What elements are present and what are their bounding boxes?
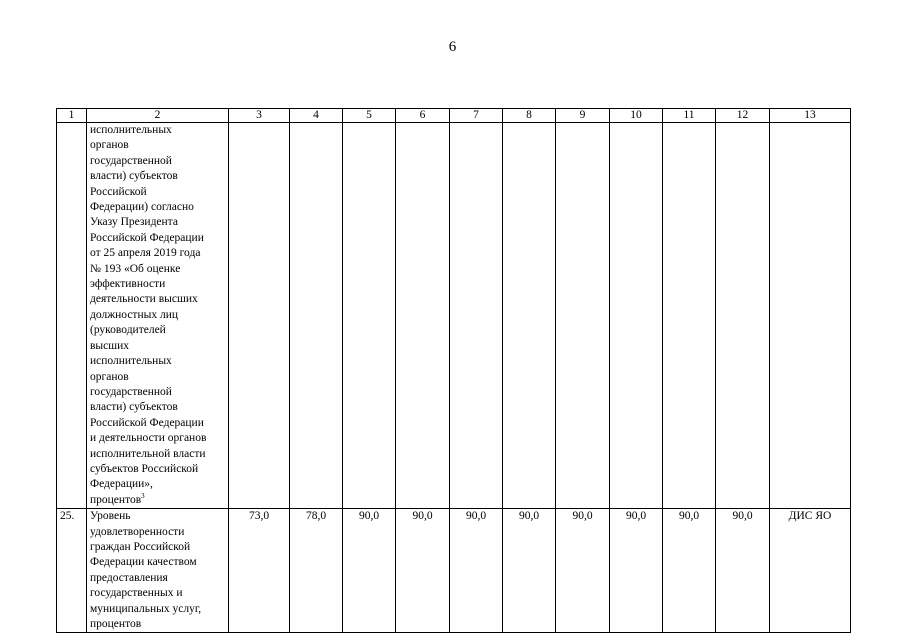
value-cell [396,123,450,509]
value-cell [343,123,396,509]
description-line: и деятельности органов [90,432,207,445]
value-cell: 90,0 [716,509,770,633]
value-cell: 90,0 [503,509,556,633]
value-cell: 78,0 [290,509,343,633]
description-line: эффективности [90,278,166,291]
value-cell: 90,0 [663,509,716,633]
description-line: Федерации», [90,478,153,491]
column-header: 12 [716,109,770,123]
column-header: 4 [290,109,343,123]
value-cell [556,123,610,509]
description-line: исполнительных [90,124,172,136]
description-line: Федерации качеством [90,556,197,569]
indicators-table [56,108,851,633]
description-line: граждан Российской [90,540,191,553]
responsible-cell: ДИС ЯО [770,509,851,633]
row-index: 25. [57,509,87,633]
description-line: власти) субъектов [90,170,178,183]
column-header: 5 [343,109,396,123]
value-cell [290,123,343,509]
description-line: исполнительной власти [90,447,206,460]
column-header: 8 [503,109,556,123]
value-cell: 90,0 [556,509,610,633]
description-line: органов [90,139,129,152]
column-header: 13 [770,109,851,123]
column-header: 3 [229,109,290,123]
table-header-row [57,109,851,123]
description-line: удовлетворенности [90,525,185,538]
value-cell [610,123,663,509]
description-last-line-text: процентов [90,493,142,506]
column-header: 7 [450,109,503,123]
description-line: процентов [90,618,142,630]
value-cell [663,123,716,509]
column-header: 9 [556,109,610,123]
column-header: 10 [610,109,663,123]
column-header: 11 [663,109,716,123]
row-description [87,509,229,633]
responsible-cell [770,123,851,509]
description-line: Российской [90,185,147,198]
page-number: 6 [448,39,457,55]
value-cell [716,123,770,509]
description-line: Федерации) согласно [90,201,194,214]
description-last-line [90,493,225,508]
table-row-continuation [57,123,851,509]
column-header: 6 [396,109,450,123]
description-line: государственной [90,154,172,167]
description-line: исполнительных [90,355,172,368]
table-row-25 [57,509,851,633]
description-line: Уровень [90,510,131,523]
description-line: власти) субъектов [90,401,178,414]
description-line: предоставления [90,571,168,584]
description-line: № 193 «Об оценке [90,262,181,275]
description-line: деятельности высших [90,293,198,306]
description-line: субъектов Российской [90,462,199,475]
row-description [87,123,229,509]
value-cell [229,123,290,509]
description-line: (руководителей [90,324,166,337]
description-line: органов [90,370,129,383]
value-cell: 73,0 [229,509,290,633]
footnote-marker: 3 [141,491,145,500]
column-header: 2 [87,109,229,123]
description-line: должностных лиц [90,308,179,321]
description-line: от 25 апреля 2019 года [90,247,201,260]
column-header: 1 [57,109,87,123]
value-cell [503,123,556,509]
value-cell: 90,0 [610,509,663,633]
description-line: Российской Федерации [90,231,204,244]
description-line: Российской Федерации [90,416,204,429]
value-cell [450,123,503,509]
value-cell: 90,0 [343,509,396,633]
row-index [57,123,87,509]
description-line: высших [90,339,130,352]
value-cell: 90,0 [450,509,503,633]
description-line: Указу Президента [90,216,178,229]
description-line: муниципальных услуг, [90,602,202,615]
description-line: государственной [90,385,172,398]
value-cell: 90,0 [396,509,450,633]
description-line: государственных и [90,587,183,600]
